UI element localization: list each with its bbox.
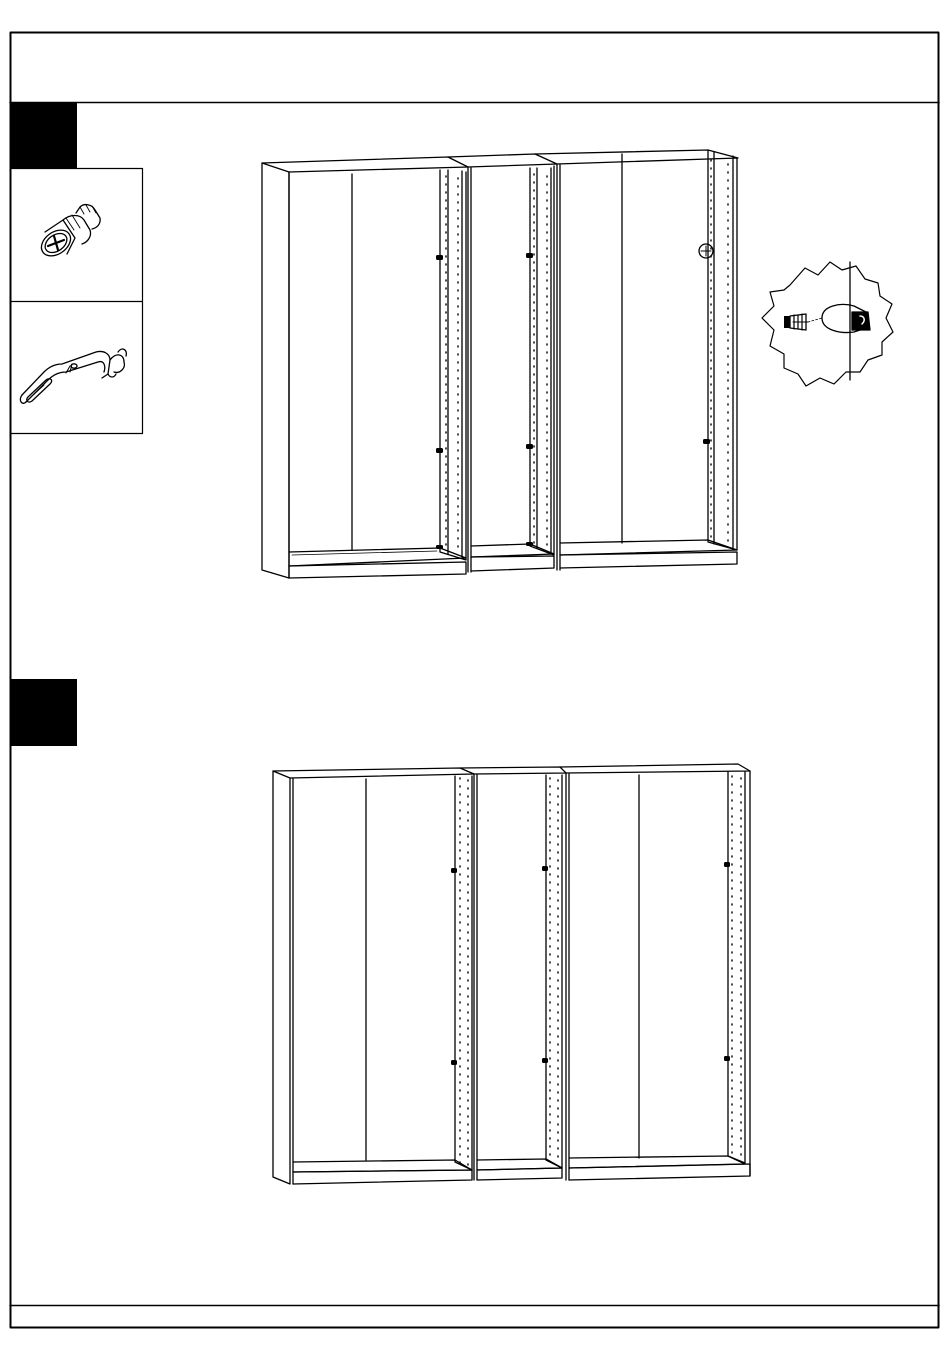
bracket-icon [20, 349, 126, 403]
step-2-marker [10, 679, 77, 746]
cam-bolt-icon [37, 205, 101, 262]
parts-panel [10, 169, 143, 434]
step-2-connectors [451, 862, 730, 1065]
step-1-illustration [262, 150, 738, 578]
step-1-connectors [436, 253, 710, 549]
step-2-illustration [273, 764, 750, 1184]
step-1-marker [10, 103, 77, 169]
cam-detail-callout [762, 262, 893, 386]
